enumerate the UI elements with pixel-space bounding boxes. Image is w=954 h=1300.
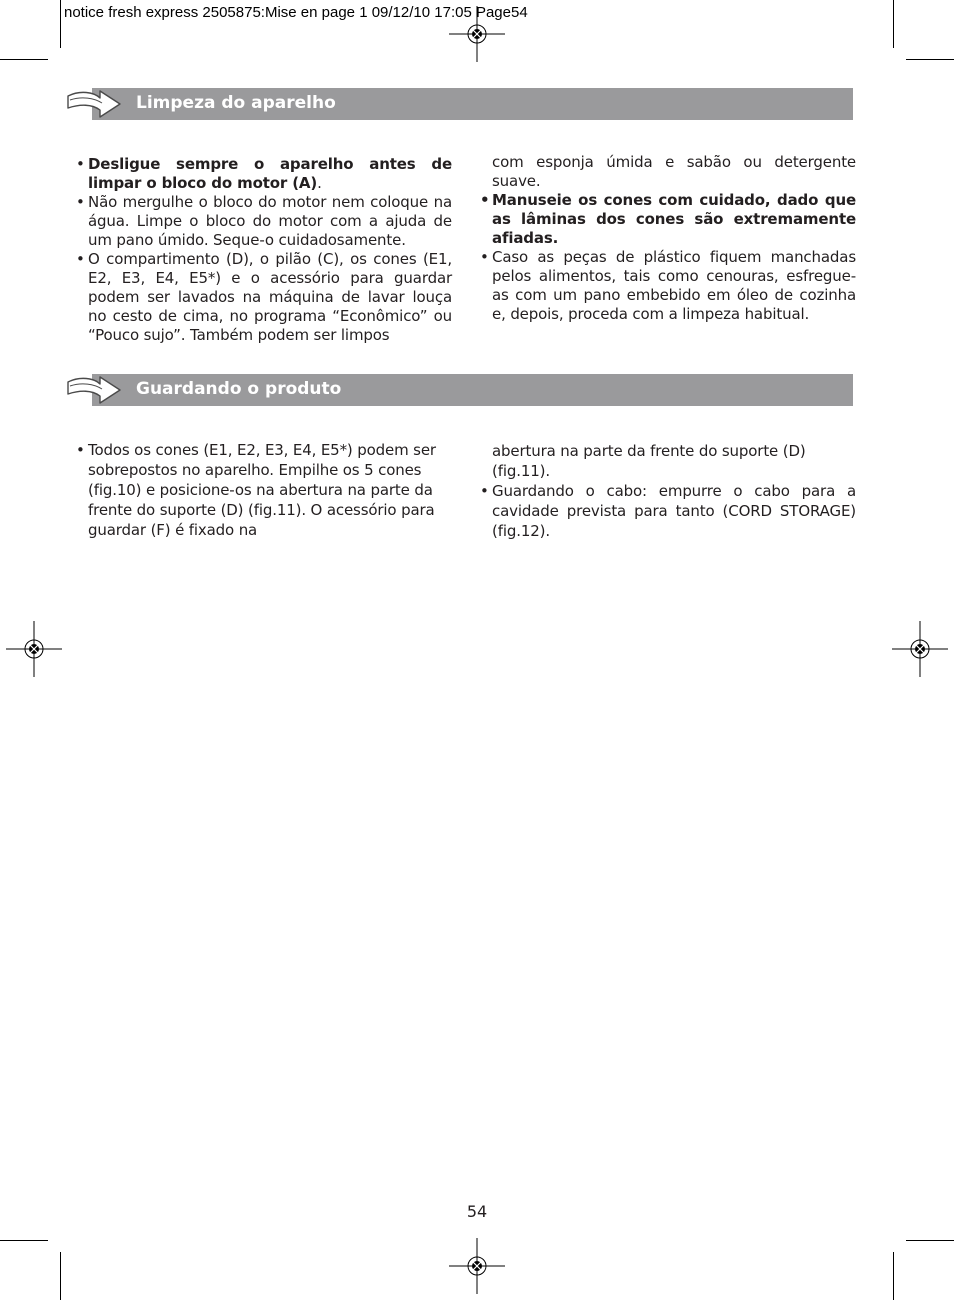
list-item: • Todos os cones (E1, E2, E3, E4, E5*) podem ser sobrepostos no aparelho. Empilhe os 5 cones (fig.10) e posicione-os na abertura na parte da frente do suporte (D) (fig.11). O acessório para guardar (F) é fixado na (76, 440, 440, 540)
list-item: • Desligue sempre o aparelho antes de limpar o bloco do motor (A). (76, 155, 452, 193)
continuation-text: abertura na parte da frente do suporte (D) (fig.11). (492, 442, 806, 480)
section-1-left-column (76, 155, 452, 345)
arrow-icon (66, 86, 122, 122)
continuation-text: com esponja úmida e sabão ou detergente suave. (492, 153, 856, 190)
registration-mark-icon (449, 6, 505, 62)
registration-mark-icon (449, 1238, 505, 1294)
list-item: • Não mergulhe o bloco do motor nem coloque na água. Limpe o bloco do motor com a ajuda de um pano úmido. Seque-o cuidadosamente. (76, 193, 452, 250)
section-title: Guardando o produto (136, 379, 342, 399)
page-number: 54 (466, 1202, 488, 1221)
section-title: Limpeza do aparelho (136, 93, 336, 113)
registration-mark-icon (6, 621, 62, 677)
registration-mark-icon (892, 621, 948, 677)
section-2-right-list (480, 481, 856, 541)
arrow-icon (66, 372, 122, 408)
section-1-right-list (480, 191, 856, 324)
section-2-left-column (76, 440, 440, 540)
list-item: • Guardando o cabo: empurre o cabo para a cavidade prevista para tanto (CORD STORAGE) (fig.12). (480, 481, 856, 541)
section-header-guardando (92, 374, 853, 406)
section-2-right-column (492, 441, 856, 541)
list-item: • O compartimento (D), o pilão (C), os cones (E1, E2, E3, E4, E5*) e o acessório para guardar podem ser lavados na máquina de lavar louça no cesto de cima, no programa “Econômico” ou “Pouco sujo”. Também podem ser limpos (76, 250, 452, 345)
list-item: • Caso as peças de plástico fiquem manchadas pelos alimentos, tais como cenouras, esfregue-as com um pano embebido em óleo de cozinha e, depois, proceda com a limpeza habitual. (480, 248, 856, 324)
section-1-right-column (492, 153, 856, 324)
print-slug: notice fresh express 2505875:Mise en page 1 09/12/10 17:05 Page54 (64, 4, 528, 21)
list-item: • Manuseie os cones com cuidado, dado que as lâminas dos cones são extremamente afiadas. (480, 191, 856, 248)
section-header-limpeza (92, 88, 853, 120)
